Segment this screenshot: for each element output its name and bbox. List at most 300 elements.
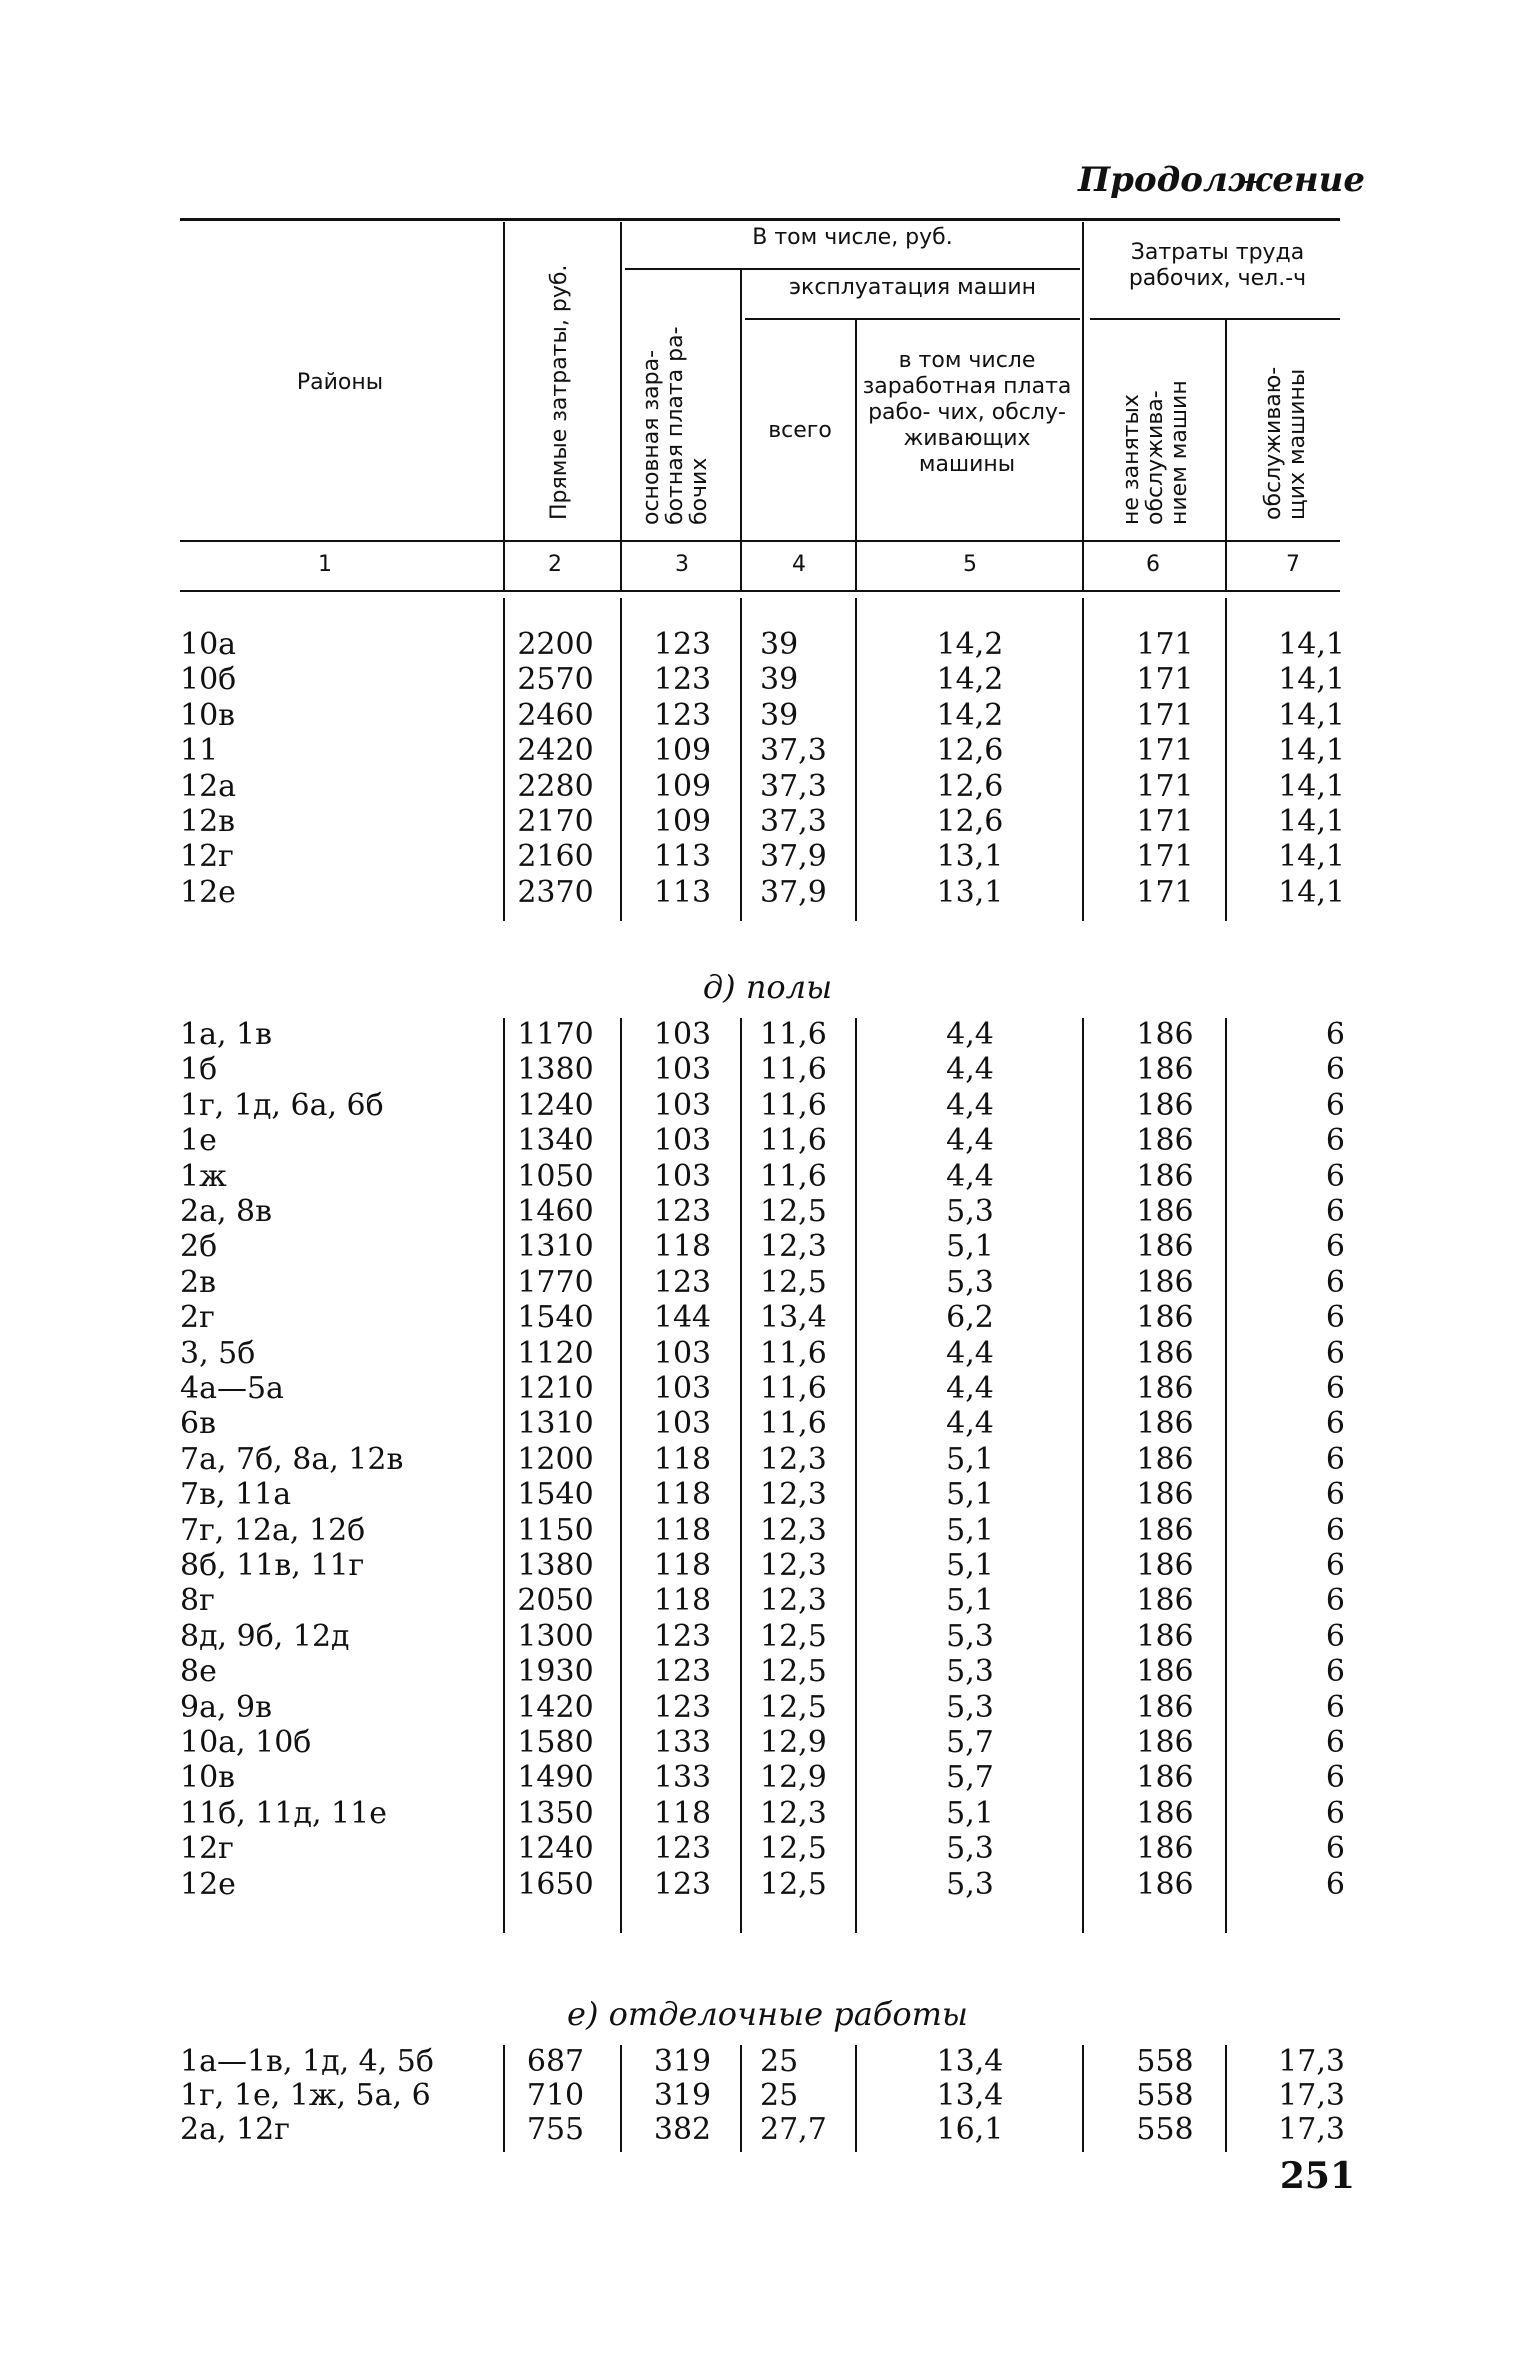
cell-col-3: 109 <box>653 768 712 804</box>
cell-col-4: 37,9 <box>760 874 827 910</box>
cell-col-6: 186 <box>1136 1760 1194 1796</box>
cell-col-1: 2а, 12г <box>180 2112 290 2147</box>
table-row <box>0 805 1535 839</box>
cell-col-1: 12г <box>180 1831 234 1867</box>
cell-col-6: 186 <box>1136 1052 1194 1088</box>
cell-col-5: 5,1 <box>946 1512 994 1548</box>
cell-col-5: 5,1 <box>946 1583 994 1619</box>
cell-col-2: 1310 <box>517 1229 594 1265</box>
table-row <box>0 1372 1535 1406</box>
header-including: В том числе, руб. <box>752 225 953 250</box>
cell-col-4: 11,6 <box>760 1052 827 1088</box>
cell-col-5: 5,1 <box>946 1477 994 1513</box>
cell-col-3: 319 <box>653 2044 712 2079</box>
cell-col-5: 4,4 <box>946 1052 994 1088</box>
cell-col-7: 6 <box>1325 1548 1345 1583</box>
cell-col-4: 12,3 <box>760 1477 827 1513</box>
cell-col-5: 5,3 <box>946 1194 994 1229</box>
table-row <box>0 1726 1535 1760</box>
cell-col-5: 4,4 <box>946 1158 994 1194</box>
cell-col-7: 14,1 <box>1278 662 1345 698</box>
section-vline <box>1082 598 1084 921</box>
cell-col-2: 2170 <box>517 804 594 839</box>
cell-col-2: 1240 <box>517 1831 594 1867</box>
table-row <box>0 876 1535 910</box>
cell-col-3: 118 <box>653 1795 712 1831</box>
section-vline <box>740 1018 742 1933</box>
cell-col-3: 133 <box>653 1725 712 1760</box>
colnum-5: 5 <box>963 552 977 577</box>
page-number: 251 <box>1279 2155 1355 2197</box>
cell-col-2: 1380 <box>517 1052 594 1088</box>
cell-col-3: 118 <box>653 1583 712 1619</box>
cell-col-1: 6в <box>180 1406 216 1442</box>
table-row <box>0 1301 1535 1335</box>
vline-2 <box>620 222 622 592</box>
cell-col-6: 171 <box>1136 662 1194 698</box>
cell-col-7: 6 <box>1325 1441 1345 1477</box>
cell-col-6: 186 <box>1136 1689 1194 1725</box>
cell-col-5: 12,6 <box>936 768 1004 804</box>
cell-col-4: 12,5 <box>760 1194 827 1229</box>
cell-col-7: 14,1 <box>1278 733 1345 769</box>
cell-col-5: 4,4 <box>946 1123 994 1159</box>
section-vline <box>855 598 857 921</box>
cell-col-6: 171 <box>1136 627 1194 662</box>
cell-col-1: 11 <box>180 733 219 769</box>
cell-col-3: 103 <box>653 1335 712 1371</box>
section-vline <box>855 2045 857 2152</box>
cell-col-1: 1а, 1в <box>180 1017 273 1052</box>
cell-col-6: 171 <box>1136 733 1194 769</box>
cell-col-2: 1310 <box>517 1406 594 1442</box>
cell-col-4: 11,6 <box>760 1123 827 1159</box>
cell-col-2: 755 <box>526 2112 585 2147</box>
cell-col-6: 186 <box>1136 1831 1194 1867</box>
cell-col-7: 6 <box>1325 1725 1345 1760</box>
table-row <box>0 1478 1535 1512</box>
vline-1 <box>503 222 505 592</box>
cell-col-7: 6 <box>1325 1123 1345 1159</box>
colnum-6: 6 <box>1146 552 1160 577</box>
cell-col-7: 17,3 <box>1278 2112 1345 2147</box>
section-vline <box>620 1018 622 1933</box>
cell-col-5: 5,3 <box>946 1654 994 1690</box>
table-row <box>0 699 1535 733</box>
cell-col-7: 6 <box>1325 1583 1345 1619</box>
cell-col-5: 5,3 <box>946 1264 994 1300</box>
cell-col-6: 186 <box>1136 1441 1194 1477</box>
cell-col-7: 6 <box>1325 1371 1345 1406</box>
cell-col-7: 6 <box>1325 1477 1345 1513</box>
cell-col-3: 118 <box>653 1229 712 1265</box>
table-row <box>0 1584 1535 1618</box>
colnum-7: 7 <box>1286 552 1300 577</box>
table-row <box>0 734 1535 768</box>
cell-col-6: 186 <box>1136 1583 1194 1619</box>
cell-col-5: 13,4 <box>936 2044 1004 2079</box>
cell-col-7: 6 <box>1325 1264 1345 1300</box>
table-row <box>0 1018 1535 1052</box>
cell-col-7: 6 <box>1325 1689 1345 1725</box>
cell-col-5: 12,6 <box>936 733 1004 769</box>
cell-col-5: 14,2 <box>936 697 1004 733</box>
cell-col-4: 37,3 <box>760 768 827 804</box>
cell-col-4: 11,6 <box>760 1087 827 1123</box>
cell-col-6: 171 <box>1136 768 1194 804</box>
cell-col-1: 12е <box>180 1866 236 1902</box>
section-vline <box>1225 1018 1227 1933</box>
cell-col-6: 558 <box>1136 2112 1194 2147</box>
cell-col-2: 1930 <box>517 1654 594 1690</box>
cell-col-2: 1460 <box>517 1194 594 1229</box>
cell-col-2: 1240 <box>517 1087 594 1123</box>
header-not-machine: не занятых обслужива- нием машин <box>1119 380 1192 525</box>
table-row <box>0 770 1535 804</box>
cell-col-4: 11,6 <box>760 1158 827 1194</box>
cell-col-4: 39 <box>760 627 799 662</box>
cell-col-3: 118 <box>653 1548 712 1583</box>
cell-col-2: 1300 <box>517 1618 594 1654</box>
cell-col-3: 123 <box>653 1194 712 1229</box>
cell-col-7: 6 <box>1325 1512 1345 1548</box>
cell-col-7: 6 <box>1325 1618 1345 1654</box>
cell-col-5: 5,1 <box>946 1441 994 1477</box>
cell-col-3: 123 <box>653 1618 712 1654</box>
table-row <box>0 1797 1535 1831</box>
cell-col-2: 2460 <box>517 697 594 733</box>
cell-col-4: 12,3 <box>760 1583 827 1619</box>
cell-col-3: 103 <box>653 1087 712 1123</box>
cell-col-4: 37,9 <box>760 839 827 875</box>
cell-col-2: 2160 <box>517 839 594 875</box>
cell-col-6: 186 <box>1136 1229 1194 1265</box>
cell-col-1: 2г <box>180 1300 215 1336</box>
cell-col-3: 123 <box>653 1831 712 1867</box>
cell-col-1: 10в <box>180 697 236 733</box>
section-vline <box>740 598 742 921</box>
table-row <box>0 1761 1535 1795</box>
section-vline <box>620 2045 622 2152</box>
cell-col-1: 12е <box>180 874 236 910</box>
header-machine-workers: обслуживаю- щих машины <box>1261 366 1310 520</box>
cell-col-4: 12,3 <box>760 1229 827 1265</box>
cell-col-1: 3, 5б <box>180 1335 256 1371</box>
cell-col-1: 8б, 11в, 11г <box>180 1548 365 1583</box>
cell-col-4: 12,5 <box>760 1654 827 1690</box>
cell-col-7: 14,1 <box>1278 627 1345 662</box>
cell-col-1: 10в <box>180 1760 236 1796</box>
cell-col-2: 2420 <box>517 733 594 769</box>
cell-col-5: 14,2 <box>936 627 1004 662</box>
vline-3 <box>740 270 742 592</box>
header-total: всего <box>768 418 832 443</box>
cell-col-7: 6 <box>1325 1831 1345 1867</box>
cell-col-4: 13,4 <box>760 1300 827 1336</box>
cell-col-2: 2570 <box>517 662 594 698</box>
cell-col-2: 2050 <box>517 1583 594 1619</box>
rule-colnums-bottom <box>180 590 1340 592</box>
vline-6 <box>1225 320 1227 592</box>
cell-col-5: 5,1 <box>946 1229 994 1265</box>
cell-col-7: 17,3 <box>1278 2078 1345 2113</box>
cell-col-3: 123 <box>653 662 712 698</box>
cell-col-2: 1540 <box>517 1300 594 1336</box>
rule-including <box>625 268 1080 270</box>
table-row <box>0 1266 1535 1300</box>
cell-col-2: 2200 <box>517 627 594 662</box>
table-row <box>0 1443 1535 1477</box>
cell-col-6: 171 <box>1136 839 1194 875</box>
table-row <box>0 2079 1535 2113</box>
cell-col-6: 186 <box>1136 1406 1194 1442</box>
rule-labor <box>1090 318 1340 320</box>
section-vline <box>740 2045 742 2152</box>
cell-col-1: 7г, 12а, 12б <box>180 1512 366 1548</box>
section-vline <box>503 2045 505 2152</box>
cell-col-3: 123 <box>653 1689 712 1725</box>
cell-col-1: 8д, 9б, 12д <box>180 1618 350 1654</box>
cell-col-4: 11,6 <box>760 1017 827 1052</box>
cell-col-2: 2370 <box>517 874 594 910</box>
cell-col-4: 12,5 <box>760 1618 827 1654</box>
cell-col-6: 186 <box>1136 1618 1194 1654</box>
cell-col-6: 186 <box>1136 1300 1194 1336</box>
cell-col-2: 1580 <box>517 1725 594 1760</box>
cell-col-3: 123 <box>653 697 712 733</box>
table-row <box>0 1514 1535 1548</box>
cell-col-2: 1350 <box>517 1795 594 1831</box>
cell-col-5: 5,1 <box>946 1548 994 1583</box>
cell-col-4: 12,5 <box>760 1866 827 1902</box>
cell-col-7: 6 <box>1325 1654 1345 1690</box>
table-row <box>0 1337 1535 1371</box>
cell-col-1: 4а—5а <box>180 1371 284 1406</box>
section-vline <box>855 1018 857 1933</box>
rule-machines <box>745 318 1080 320</box>
section-vline <box>503 598 505 921</box>
cell-col-3: 144 <box>653 1300 712 1336</box>
section-vline <box>1225 2045 1227 2152</box>
header-regions: Районы <box>296 370 384 395</box>
cell-col-7: 6 <box>1325 1760 1345 1796</box>
cell-col-5: 5,1 <box>946 1795 994 1831</box>
cell-col-5: 13,1 <box>936 874 1004 910</box>
cell-col-6: 186 <box>1136 1371 1194 1406</box>
cell-col-7: 6 <box>1325 1795 1345 1831</box>
cell-col-1: 12в <box>180 804 236 839</box>
cell-col-6: 186 <box>1136 1158 1194 1194</box>
cell-col-7: 6 <box>1325 1158 1345 1194</box>
cell-col-2: 1540 <box>517 1477 594 1513</box>
cell-col-4: 11,6 <box>760 1335 827 1371</box>
cell-col-3: 123 <box>653 1654 712 1690</box>
cell-col-6: 171 <box>1136 804 1194 839</box>
cell-col-5: 5,7 <box>946 1760 994 1796</box>
cell-col-6: 186 <box>1136 1866 1194 1902</box>
cell-col-7: 6 <box>1325 1335 1345 1371</box>
cell-col-7: 17,3 <box>1278 2044 1345 2079</box>
cell-col-7: 14,1 <box>1278 874 1345 910</box>
cell-col-4: 12,3 <box>760 1548 827 1583</box>
cell-col-6: 186 <box>1136 1087 1194 1123</box>
cell-col-1: 10б <box>180 662 237 698</box>
table-row <box>0 840 1535 874</box>
colnum-1: 1 <box>318 552 332 577</box>
cell-col-5: 4,4 <box>946 1371 994 1406</box>
cell-col-1: 1ж <box>180 1158 227 1194</box>
cell-col-1: 10а, 10б <box>180 1725 312 1760</box>
table-row <box>0 1655 1535 1689</box>
header-labor: Затраты труда рабочих, чел.-ч <box>1128 240 1307 291</box>
table-row <box>0 1868 1535 1902</box>
cell-col-1: 12г <box>180 839 234 875</box>
cell-col-7: 6 <box>1325 1052 1345 1088</box>
cell-col-4: 12,5 <box>760 1831 827 1867</box>
cell-col-6: 186 <box>1136 1512 1194 1548</box>
table-row <box>0 628 1535 662</box>
header-direct-costs: Прямые затраты, руб. <box>547 264 572 520</box>
table-row <box>0 1230 1535 1264</box>
cell-col-4: 12,3 <box>760 1441 827 1477</box>
cell-col-4: 25 <box>760 2078 799 2113</box>
cell-col-6: 186 <box>1136 1123 1194 1159</box>
table-row <box>0 1195 1535 1229</box>
cell-col-7: 6 <box>1325 1300 1345 1336</box>
cell-col-4: 37,3 <box>760 804 827 839</box>
cell-col-1: 7а, 7б, 8а, 12в <box>180 1441 404 1477</box>
cell-col-6: 186 <box>1136 1654 1194 1690</box>
cell-col-4: 39 <box>760 662 799 698</box>
table-row <box>0 1832 1535 1866</box>
cell-col-2: 1200 <box>517 1441 594 1477</box>
cell-col-3: 118 <box>653 1477 712 1513</box>
table-row <box>0 1407 1535 1441</box>
cell-col-4: 37,3 <box>760 733 827 769</box>
table-row <box>0 2045 1535 2079</box>
cell-col-7: 6 <box>1325 1017 1345 1052</box>
cell-col-3: 123 <box>653 1866 712 1902</box>
cell-col-2: 1170 <box>517 1017 594 1052</box>
cell-col-3: 133 <box>653 1760 712 1796</box>
vline-4 <box>855 320 857 592</box>
continuation-label: Продолжение <box>1078 160 1365 200</box>
cell-col-5: 4,4 <box>946 1335 994 1371</box>
vline-5 <box>1082 222 1084 592</box>
header-incl-wage: в том числе заработная плата рабо- чих, обслу- живающих машины <box>862 348 1072 477</box>
cell-col-1: 2б <box>180 1229 218 1265</box>
table-row <box>0 1691 1535 1725</box>
cell-col-3: 382 <box>653 2112 712 2147</box>
cell-col-4: 39 <box>760 697 799 733</box>
cell-col-3: 103 <box>653 1158 712 1194</box>
cell-col-4: 11,6 <box>760 1371 827 1406</box>
cell-col-3: 103 <box>653 1371 712 1406</box>
section-vline <box>1082 1018 1084 1933</box>
colnum-3: 3 <box>675 552 689 577</box>
cell-col-1: 1б <box>180 1052 218 1088</box>
cell-col-4: 12,3 <box>760 1512 827 1548</box>
cell-col-6: 186 <box>1136 1725 1194 1760</box>
cell-col-1: 7в, 11а <box>180 1477 292 1513</box>
cell-col-6: 186 <box>1136 1264 1194 1300</box>
cell-col-2: 710 <box>526 2078 585 2113</box>
cell-col-3: 103 <box>653 1052 712 1088</box>
table-row <box>0 1053 1535 1087</box>
top-rule <box>180 218 1340 221</box>
rule-header-bottom <box>180 540 1340 542</box>
section-vline <box>620 598 622 921</box>
cell-col-3: 113 <box>653 839 712 875</box>
cell-col-5: 4,4 <box>946 1406 994 1442</box>
cell-col-7: 14,1 <box>1278 697 1345 733</box>
cell-col-1: 11б, 11д, 11е <box>180 1795 387 1831</box>
table-row <box>0 1549 1535 1583</box>
header-base-wage: основная зара- ботная плата ра- бочих <box>639 326 712 525</box>
table-row <box>0 1089 1535 1123</box>
cell-col-7: 14,1 <box>1278 768 1345 804</box>
cell-col-4: 12,9 <box>760 1760 827 1796</box>
cell-col-5: 5,3 <box>946 1866 994 1902</box>
cell-col-3: 109 <box>653 733 712 769</box>
cell-col-3: 123 <box>653 1264 712 1300</box>
cell-col-3: 103 <box>653 1017 712 1052</box>
cell-col-2: 1150 <box>517 1512 594 1548</box>
cell-col-1: 8е <box>180 1654 217 1690</box>
section-vline <box>1082 2045 1084 2152</box>
cell-col-2: 1420 <box>517 1689 594 1725</box>
cell-col-3: 118 <box>653 1512 712 1548</box>
cell-col-2: 1050 <box>517 1158 594 1194</box>
cell-col-2: 687 <box>526 2044 585 2079</box>
table-row <box>0 663 1535 697</box>
cell-col-3: 319 <box>653 2078 712 2113</box>
cell-col-4: 12,5 <box>760 1689 827 1725</box>
cell-col-2: 1340 <box>517 1123 594 1159</box>
cell-col-5: 13,1 <box>936 839 1004 875</box>
cell-col-6: 186 <box>1136 1548 1194 1583</box>
table-row <box>0 2113 1535 2147</box>
cell-col-5: 4,4 <box>946 1087 994 1123</box>
cell-col-7: 14,1 <box>1278 839 1345 875</box>
cell-col-2: 1770 <box>517 1264 594 1300</box>
cell-col-3: 109 <box>653 804 712 839</box>
cell-col-5: 16,1 <box>936 2112 1004 2147</box>
table-row <box>0 1124 1535 1158</box>
cell-col-5: 12,6 <box>936 804 1004 839</box>
cell-col-5: 14,2 <box>936 662 1004 698</box>
cell-col-2: 2280 <box>517 768 594 804</box>
cell-col-7: 14,1 <box>1278 804 1345 839</box>
colnum-4: 4 <box>792 552 806 577</box>
section-vline <box>503 1018 505 1933</box>
cell-col-5: 5,3 <box>946 1689 994 1725</box>
cell-col-7: 6 <box>1325 1087 1345 1123</box>
cell-col-1: 1е <box>180 1123 217 1159</box>
table-row <box>0 1620 1535 1654</box>
cell-col-3: 103 <box>653 1123 712 1159</box>
cell-col-1: 2в <box>180 1264 216 1300</box>
cell-col-4: 12,5 <box>760 1264 827 1300</box>
cell-col-1: 1г, 1е, 1ж, 5а, 6 <box>180 2078 431 2113</box>
cell-col-6: 558 <box>1136 2044 1194 2079</box>
cell-col-4: 25 <box>760 2044 799 2079</box>
cell-col-7: 6 <box>1325 1866 1345 1902</box>
cell-col-5: 13,4 <box>936 2078 1004 2113</box>
cell-col-1: 10а <box>180 627 237 662</box>
cell-col-7: 6 <box>1325 1194 1345 1229</box>
section-vline <box>1225 598 1227 921</box>
